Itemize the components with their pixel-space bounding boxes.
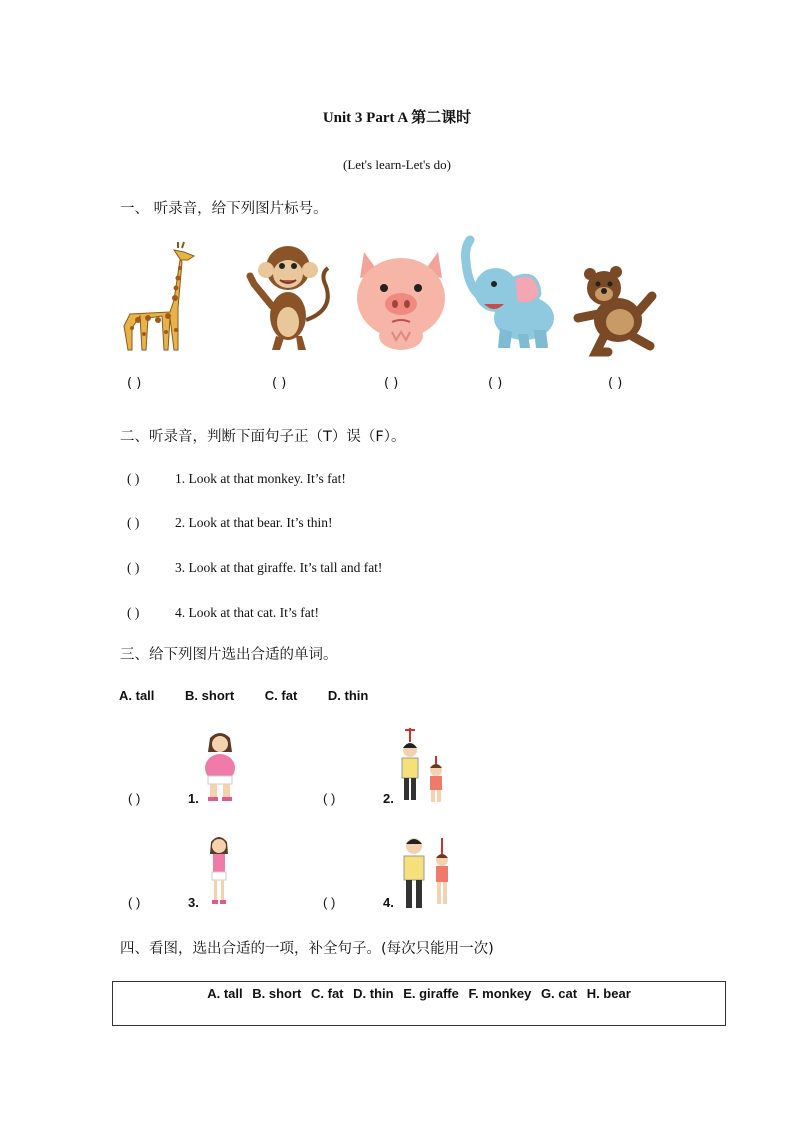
item-number: 2. [383,791,394,806]
statement-text: 1. Look at that monkey. It’s fat! [175,471,346,486]
picture-item-3 [128,895,199,910]
item-blank[interactable]: ( ) [128,791,141,806]
option-c: C. fat [264,688,298,703]
giraffe-icon [118,240,198,352]
item-blank[interactable]: ( ) [323,895,336,910]
animal-blank-1[interactable]: ( ) [127,376,142,391]
item-blank[interactable]: ( ) [128,895,141,910]
bank-option: D. thin [353,986,394,1001]
bank-option: G. cat [540,986,578,1001]
word-options [119,688,395,703]
picture-item-4 [323,895,394,910]
section3-heading: 三、给下列图片选出合适的单词。 [120,647,338,663]
thin-girl-icon [204,834,234,906]
bank-option: H. bear [586,986,631,1001]
picture-item-1 [128,791,199,806]
section2-heading: 二、听录音，判断下面句子正（T）误（F）。 [120,429,406,445]
item-blank[interactable]: ( ) [323,791,336,806]
option-b: B. short [185,688,235,703]
statement-blank[interactable]: ( ) [127,471,140,486]
bear-icon [574,266,656,354]
page-subtitle: (Let's learn-Let's do) [343,157,451,172]
item-number: 3. [188,895,199,910]
short-boy-girl-icon [398,728,450,804]
animal-blank-4[interactable]: ( ) [488,376,503,391]
animal-blank-5[interactable]: ( ) [608,376,623,391]
bank-option: B. short [252,986,302,1001]
monkey-icon [246,240,336,352]
bank-option: E. giraffe [403,986,459,1001]
statement-blank[interactable]: ( ) [127,560,140,575]
page-title: Unit 3 Part A 第二课时 [322,110,472,126]
statement-1 [127,471,346,487]
item-number: 4. [383,895,394,910]
bank-option: F. monkey [468,986,532,1001]
statement-3 [127,560,382,576]
animal-blank-3[interactable]: ( ) [384,376,399,391]
statement-text: 2. Look at that bear. It’s thin! [175,515,333,530]
statement-4 [127,605,319,621]
statement-text: 4. Look at that cat. It’s fat! [175,605,319,620]
statement-text: 3. Look at that giraffe. It’s tall and fat! [175,560,383,575]
tall-man-girl-icon [398,834,456,910]
bank-option: C. fat [311,986,344,1001]
item-number: 1. [188,791,199,806]
option-a: A. tall [119,688,155,703]
fat-girl-icon [200,730,240,802]
animal-blank-2[interactable]: ( ) [272,376,287,391]
elephant-icon [460,238,560,352]
statement-2 [127,515,332,531]
word-bank [113,986,725,1001]
section4-heading: 四、看图，选出合适的一项，补全句子。(每次只能用一次) [120,941,494,957]
word-bank-box [112,981,726,1026]
statement-blank[interactable]: ( ) [127,605,140,620]
bank-option: A. tall [207,986,243,1001]
option-d: D. thin [327,688,369,703]
section1-heading: 一、 听录音，给下列图片标号。 [120,201,328,217]
statement-blank[interactable]: ( ) [127,515,140,530]
picture-item-2 [323,791,394,806]
pig-icon [354,248,448,352]
